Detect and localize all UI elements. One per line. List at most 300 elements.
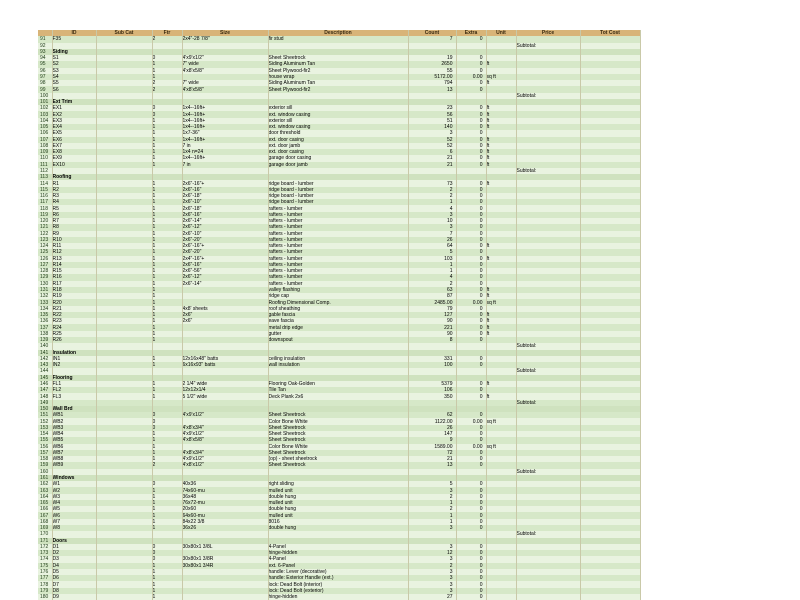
cell-ftr[interactable]: 2 [152, 80, 182, 86]
cell-ftr[interactable]: 1 [152, 205, 182, 211]
cell-size[interactable]: 2 1/4" wide [182, 381, 268, 387]
cell-count[interactable]: 2 [408, 193, 456, 199]
cell-ftr[interactable]: 1 [152, 237, 182, 243]
cell-id[interactable]: WB3 [52, 425, 96, 431]
cell-id[interactable]: R18 [52, 287, 96, 293]
cell-ftr[interactable]: 1 [152, 268, 182, 274]
cell-size[interactable]: 7 in [182, 162, 268, 168]
cell-size[interactable]: 4'x9'x1/2" [182, 456, 268, 462]
cell-rownum[interactable]: 139 [38, 337, 52, 343]
cell-id[interactable]: WB4 [52, 431, 96, 437]
cell-unit[interactable]: ft [486, 393, 516, 399]
col-header-subcat[interactable]: Sub Cat [96, 30, 152, 36]
cell-extra[interactable]: 0 [456, 494, 486, 500]
cell-rownum[interactable]: 127 [38, 262, 52, 268]
cell-extra[interactable]: 0 [456, 356, 486, 362]
cell-id[interactable]: S4 [52, 74, 96, 80]
cell-id[interactable]: W5 [52, 506, 96, 512]
cell-ftr[interactable]: 1 [152, 124, 182, 130]
cell-rownum[interactable]: 174 [38, 556, 52, 562]
cell-rownum[interactable]: 178 [38, 581, 52, 587]
cell-extra[interactable]: 0 [456, 187, 486, 193]
cell-ftr[interactable]: 1 [152, 262, 182, 268]
cell-ftr[interactable]: 0 [152, 105, 182, 111]
cell-id[interactable]: R19 [52, 293, 96, 299]
cell-rownum[interactable]: 168 [38, 519, 52, 525]
cell-rownum[interactable]: 132 [38, 293, 52, 299]
cell-size[interactable]: 2x6"-20" [182, 237, 268, 243]
cell-rownum[interactable]: 145 [38, 375, 52, 381]
cell-unit[interactable]: ft [486, 162, 516, 168]
cell-count[interactable]: 56 [408, 111, 456, 117]
cell-unit[interactable]: ft [486, 80, 516, 86]
cell-extra[interactable]: 0 [456, 55, 486, 61]
cell-unit[interactable]: ft [486, 381, 516, 387]
cell-description[interactable]: ext. door casing [268, 137, 408, 143]
cell-extra[interactable]: 0 [456, 293, 486, 299]
cell-description[interactable]: downspout [268, 337, 408, 343]
cell-description[interactable]: Sheet Sheetrock [268, 462, 408, 468]
cell-rownum[interactable]: 153 [38, 425, 52, 431]
cell-rownum[interactable]: 126 [38, 256, 52, 262]
cell-description[interactable]: rafters - lumber [268, 256, 408, 262]
cell-count[interactable]: 2 [408, 494, 456, 500]
cell-rownum[interactable]: 120 [38, 218, 52, 224]
cell-unit[interactable]: ft [486, 111, 516, 117]
cell-id[interactable]: D9 [52, 594, 96, 600]
cell-extra[interactable]: 0 [456, 462, 486, 468]
cell-id[interactable]: R5 [52, 205, 96, 211]
cell-ftr[interactable]: 1 [152, 444, 182, 450]
cell-extra[interactable]: 0 [456, 143, 486, 149]
cell-ftr[interactable]: 1 [152, 575, 182, 581]
cell-rownum[interactable]: 158 [38, 456, 52, 462]
cell-rownum[interactable]: 169 [38, 525, 52, 531]
cell-extra[interactable]: 0 [456, 387, 486, 393]
cell-size[interactable]: 2x6" [182, 312, 268, 318]
cell-rownum[interactable]: 164 [38, 494, 52, 500]
cell-count[interactable]: 6 [408, 149, 456, 155]
cell-count[interactable]: 2 [408, 506, 456, 512]
cell-count[interactable]: 7 [408, 36, 456, 42]
cell-ftr[interactable]: 1 [152, 506, 182, 512]
cell-extra[interactable]: 0 [456, 237, 486, 243]
cell-ftr[interactable]: 1 [152, 180, 182, 186]
cell-id[interactable]: S2 [52, 61, 96, 67]
cell-count[interactable]: 13 [408, 462, 456, 468]
cell-id[interactable]: FL1 [52, 381, 96, 387]
cell-count[interactable]: 5 [408, 481, 456, 487]
cell-size[interactable]: 36x48 [182, 494, 268, 500]
cell-rownum[interactable]: 151 [38, 412, 52, 418]
cell-description[interactable]: rafters - lumber [268, 205, 408, 211]
cell-count[interactable]: 21 [408, 155, 456, 161]
cell-rownum[interactable]: 138 [38, 331, 52, 337]
cell-extra[interactable]: 0 [456, 180, 486, 186]
cell-rownum[interactable]: 111 [38, 162, 52, 168]
cell-description[interactable]: eave fascia [268, 318, 408, 324]
cell-count[interactable]: 10 [408, 218, 456, 224]
cell-description[interactable]: Sheet Sheetrock [268, 437, 408, 443]
cell-extra[interactable]: 0.00 [456, 74, 486, 80]
col-header-extra[interactable]: Extra [456, 30, 486, 36]
cell-rownum[interactable]: 147 [38, 387, 52, 393]
cell-ftr[interactable]: 0 [152, 412, 182, 418]
cell-rownum[interactable]: 118 [38, 205, 52, 211]
cell-extra[interactable]: 0.00 [456, 444, 486, 450]
cell-unit[interactable]: ft [486, 243, 516, 249]
cell-description[interactable]: 8016 [268, 519, 408, 525]
cell-unit[interactable]: sq ft [486, 74, 516, 80]
cell-ftr[interactable]: 2 [152, 36, 182, 42]
cell-id[interactable]: D8 [52, 588, 96, 594]
cell-ftr[interactable]: 1 [152, 362, 182, 368]
cell-unit[interactable]: ft [486, 324, 516, 330]
cell-rownum[interactable]: 99 [38, 86, 52, 92]
cell-size[interactable]: 12x16x48" batts [182, 356, 268, 362]
cell-description[interactable]: gutter [268, 331, 408, 337]
cell-id[interactable]: WB5 [52, 437, 96, 443]
cell-id[interactable]: FL3 [52, 393, 96, 399]
cell-rownum[interactable]: 113 [38, 174, 52, 180]
cell-description[interactable]: 4-Panel [268, 556, 408, 562]
cell-id[interactable]: W2 [52, 487, 96, 493]
cell-description[interactable]: rafters - lumber [268, 281, 408, 287]
cell-size[interactable]: 2x6"-16" [182, 187, 268, 193]
cell-extra[interactable]: 0 [456, 80, 486, 86]
cell-id[interactable]: R24 [52, 324, 96, 330]
cell-count[interactable]: 794 [408, 80, 456, 86]
cell-rownum[interactable]: 148 [38, 393, 52, 399]
cell-extra[interactable]: 0 [456, 231, 486, 237]
cell-size[interactable]: 2x6"-12" [182, 224, 268, 230]
cell-count[interactable]: 21 [408, 162, 456, 168]
cell-extra[interactable]: 0 [456, 262, 486, 268]
cell-rownum[interactable]: 133 [38, 299, 52, 305]
cell-id[interactable]: W8 [52, 525, 96, 531]
cell-extra[interactable]: 0 [456, 450, 486, 456]
cell-id[interactable]: S1 [52, 55, 96, 61]
cell-size[interactable]: 84x22 3/8 [182, 519, 268, 525]
cell-unit[interactable]: ft [486, 293, 516, 299]
cell-description[interactable]: mulled unit [268, 500, 408, 506]
cell-count[interactable]: 26 [408, 425, 456, 431]
cell-ftr[interactable]: 1 [152, 594, 182, 600]
cell-rownum[interactable]: 129 [38, 274, 52, 280]
cell-extra[interactable]: 0 [456, 61, 486, 67]
cell-count[interactable]: 12 [408, 550, 456, 556]
cell-id[interactable]: W3 [52, 494, 96, 500]
cell-description[interactable]: garage door casing [268, 155, 408, 161]
cell-size[interactable]: 74x60-mu [182, 487, 268, 493]
cell-extra[interactable]: 0 [456, 306, 486, 312]
cell-description[interactable]: handle: Exterior Handle (ext.) [268, 575, 408, 581]
cell-description[interactable]: hinge-hidden [268, 594, 408, 600]
cell-description[interactable]: rafters - lumber [268, 224, 408, 230]
cell-description[interactable]: rafters - lumber [268, 237, 408, 243]
cell-ftr[interactable]: 1 [152, 256, 182, 262]
cell-rownum[interactable]: 105 [38, 124, 52, 130]
cell-description[interactable]: Siding Aluminum Tan [268, 80, 408, 86]
cell-rownum[interactable]: 154 [38, 431, 52, 437]
cell-count[interactable]: 5379 [408, 381, 456, 387]
cell-id[interactable]: IN1 [52, 356, 96, 362]
cell-rownum[interactable]: 155 [38, 437, 52, 443]
cell-description[interactable]: lock: Dead Bolt (interior) [268, 581, 408, 587]
cell-ftr[interactable]: 1 [152, 137, 182, 143]
cell-size[interactable]: 2x6"-16"+ [182, 243, 268, 249]
cell-count[interactable]: 1 [408, 519, 456, 525]
cell-rownum[interactable]: 136 [38, 318, 52, 324]
cell-rownum[interactable]: 159 [38, 462, 52, 468]
cell-id[interactable]: EX7 [52, 143, 96, 149]
cell-rownum[interactable]: 93 [38, 49, 52, 55]
cell-description[interactable]: double hung [268, 494, 408, 500]
cell-unit[interactable]: ft [486, 149, 516, 155]
cell-size[interactable]: 1x4--16ft+ [182, 155, 268, 161]
cell-id[interactable]: R14 [52, 262, 96, 268]
cell-unit[interactable]: ft [486, 143, 516, 149]
cell-description[interactable]: double hung [268, 506, 408, 512]
cell-price[interactable]: Subtotal: [516, 531, 580, 537]
cell-count[interactable]: 1 [408, 262, 456, 268]
cell-count[interactable]: 63 [408, 287, 456, 293]
cell-rownum[interactable]: 163 [38, 487, 52, 493]
cell-description[interactable]: ext. window casing [268, 124, 408, 130]
cell-description[interactable]: rafters - lumber [268, 218, 408, 224]
cell-count[interactable]: 140 [408, 124, 456, 130]
cell-ftr[interactable]: 1 [152, 118, 182, 124]
cell-id[interactable]: Siding [52, 49, 96, 55]
cell-rownum[interactable]: 103 [38, 111, 52, 117]
cell-rownum[interactable]: 101 [38, 99, 52, 105]
col-header-ftr[interactable]: Ftr [152, 30, 182, 36]
cell-id[interactable]: D3 [52, 556, 96, 562]
cell-id[interactable]: R10 [52, 237, 96, 243]
cell-rownum[interactable]: 116 [38, 193, 52, 199]
cell-size[interactable]: 4'x8'x5/8" [182, 68, 268, 74]
cell-rownum[interactable]: 131 [38, 287, 52, 293]
cell-id[interactable]: EX3 [52, 118, 96, 124]
cell-id[interactable]: EX6 [52, 137, 96, 143]
cell-extra[interactable]: 0 [456, 86, 486, 92]
cell-description[interactable]: (op) - sheet sheetrock [268, 456, 408, 462]
cell-rownum[interactable]: 156 [38, 444, 52, 450]
cell-ftr[interactable]: 2 [152, 462, 182, 468]
cell-id[interactable]: IN2 [52, 362, 96, 368]
cell-ftr[interactable]: 1 [152, 525, 182, 531]
cell-ftr[interactable]: 1 [152, 512, 182, 518]
cell-id[interactable]: S5 [52, 80, 96, 86]
cell-count[interactable]: 3 [408, 581, 456, 587]
cell-rownum[interactable]: 106 [38, 130, 52, 136]
cell-id[interactable]: R8 [52, 224, 96, 230]
cell-size[interactable]: 4'x8'x3/4" [182, 425, 268, 431]
cell-count[interactable]: 55 [408, 68, 456, 74]
cell-count[interactable]: 1 [408, 199, 456, 205]
cell-count[interactable]: 79 [408, 306, 456, 312]
cell-id[interactable]: EX2 [52, 111, 96, 117]
cell-size[interactable]: 2x6"-20" [182, 249, 268, 255]
cell-extra[interactable]: 0 [456, 575, 486, 581]
cell-unit[interactable]: ft [486, 118, 516, 124]
cell-rownum[interactable]: 102 [38, 105, 52, 111]
cell-extra[interactable]: 0 [456, 500, 486, 506]
cell-ftr[interactable]: 1 [152, 274, 182, 280]
cell-id[interactable]: R11 [52, 243, 96, 249]
cell-extra[interactable]: 0 [456, 581, 486, 587]
cell-size[interactable]: 4'x9'x1/2" [182, 412, 268, 418]
cell-count[interactable]: 23 [408, 105, 456, 111]
cell-description[interactable]: mulled unit [268, 487, 408, 493]
cell-count[interactable]: 62 [408, 412, 456, 418]
cell-ftr[interactable]: 1 [152, 318, 182, 324]
cell-extra[interactable]: 0 [456, 287, 486, 293]
cell-rownum[interactable]: 140 [38, 343, 52, 349]
cell-rownum[interactable]: 124 [38, 243, 52, 249]
cell-id[interactable]: R25 [52, 331, 96, 337]
cell-extra[interactable]: 0 [456, 393, 486, 399]
cell-price[interactable]: Subtotal: [516, 368, 580, 374]
cell-count[interactable]: 3 [408, 575, 456, 581]
cell-extra[interactable]: 0 [456, 331, 486, 337]
cell-id[interactable]: D6 [52, 575, 96, 581]
cell-extra[interactable]: 0 [456, 105, 486, 111]
cell-size[interactable]: 2x6" [182, 318, 268, 324]
cell-size[interactable]: 30x80x1 3/8R [182, 556, 268, 562]
cell-size[interactable]: 4'x9'x1/2" [182, 431, 268, 437]
cell-count[interactable]: 2 [408, 563, 456, 569]
cell-description[interactable]: Color Bone White [268, 444, 408, 450]
col-header-size[interactable]: Size [182, 30, 268, 36]
cell-count[interactable]: 3 [408, 569, 456, 575]
cell-extra[interactable]: 0 [456, 563, 486, 569]
cell-size[interactable]: 6x16x93" batts [182, 362, 268, 368]
cell-rownum[interactable]: 143 [38, 362, 52, 368]
cell-count[interactable]: 350 [408, 393, 456, 399]
cell-count[interactable]: 2 [408, 281, 456, 287]
cell-description[interactable]: right sliding [268, 481, 408, 487]
cell-rownum[interactable]: 104 [38, 118, 52, 124]
cell-rownum[interactable]: 91 [38, 36, 52, 42]
cell-size[interactable]: 2x6"-10" [182, 231, 268, 237]
cell-count[interactable]: 90 [408, 318, 456, 324]
cell-ftr[interactable]: 1 [152, 563, 182, 569]
cell-id[interactable]: S6 [52, 86, 96, 92]
cell-ftr[interactable]: 1 [152, 162, 182, 168]
cell-ftr[interactable]: 1 [152, 193, 182, 199]
cell-id[interactable]: R26 [52, 337, 96, 343]
cell-extra[interactable]: 0 [456, 544, 486, 550]
cell-count[interactable]: 2485.00 [408, 299, 456, 305]
cell-description[interactable]: Sheet Plywood-fir2 [268, 86, 408, 92]
cell-size[interactable]: 1x4--16ft+ [182, 105, 268, 111]
cell-description[interactable]: Sheet Sheetrock [268, 412, 408, 418]
cell-extra[interactable]: 0 [456, 588, 486, 594]
cell-extra[interactable]: 0 [456, 274, 486, 280]
cell-ftr[interactable]: 1 [152, 143, 182, 149]
cell-description[interactable]: ext. window casing [268, 111, 408, 117]
cell-id[interactable]: EX4 [52, 124, 96, 130]
cell-price[interactable]: Subtotal: [516, 343, 580, 349]
cell-description[interactable]: Sheet Sheetrock [268, 450, 408, 456]
cell-id[interactable]: W7 [52, 519, 96, 525]
cell-extra[interactable]: 0 [456, 111, 486, 117]
cell-description[interactable]: ext. door casing [268, 149, 408, 155]
cell-rownum[interactable]: 121 [38, 224, 52, 230]
cell-ftr[interactable]: 1 [152, 588, 182, 594]
cell-count[interactable]: 100 [408, 362, 456, 368]
cell-extra[interactable]: 0 [456, 512, 486, 518]
cell-description[interactable]: ridge board - lumber [268, 180, 408, 186]
cell-id[interactable]: W6 [52, 512, 96, 518]
cell-extra[interactable]: 0 [456, 118, 486, 124]
cell-ftr[interactable]: 0 [152, 55, 182, 61]
col-header-price[interactable]: Price [516, 30, 580, 36]
cell-extra[interactable]: 0 [456, 155, 486, 161]
cell-size[interactable]: 1x4--16ft+ [182, 137, 268, 143]
cell-price[interactable]: Subtotal: [516, 400, 580, 406]
cell-rownum[interactable]: 130 [38, 281, 52, 287]
cell-id[interactable]: R9 [52, 231, 96, 237]
cell-ftr[interactable]: 1 [152, 324, 182, 330]
cell-size[interactable]: 2x6"-18" [182, 193, 268, 199]
cell-ftr[interactable]: 1 [152, 306, 182, 312]
cell-id[interactable]: WB6 [52, 444, 96, 450]
cell-unit[interactable]: ft [486, 124, 516, 130]
cell-ftr[interactable]: 1 [152, 155, 182, 161]
cell-rownum[interactable]: 125 [38, 249, 52, 255]
cell-id[interactable]: F35 [52, 36, 96, 42]
cell-size[interactable]: 1x4 n=24 [182, 149, 268, 155]
cell-description[interactable]: Siding Aluminum Tan [268, 61, 408, 67]
cell-rownum[interactable]: 128 [38, 268, 52, 274]
cell-extra[interactable]: 0 [456, 556, 486, 562]
cell-size[interactable]: 7" wide [182, 61, 268, 67]
cell-extra[interactable]: 0 [456, 431, 486, 437]
cell-rownum[interactable]: 92 [38, 43, 52, 49]
cell-description[interactable]: gable fascia [268, 312, 408, 318]
cell-extra[interactable]: 0 [456, 594, 486, 600]
cell-id[interactable]: WB2 [52, 418, 96, 424]
cell-size[interactable]: 2x6"-56" [182, 268, 268, 274]
cell-rownum[interactable]: 100 [38, 93, 52, 99]
cell-id[interactable]: WB1 [52, 412, 96, 418]
cell-size[interactable]: 4'x8'x5/8" [182, 86, 268, 92]
cell-ftr[interactable]: 0 [152, 425, 182, 431]
cell-count[interactable]: 3 [408, 212, 456, 218]
cell-ftr[interactable]: 1 [152, 224, 182, 230]
cell-description[interactable]: rafters - lumber [268, 243, 408, 249]
cell-rownum[interactable]: 110 [38, 155, 52, 161]
cell-rownum[interactable]: 157 [38, 450, 52, 456]
cell-rownum[interactable]: 123 [38, 237, 52, 243]
cell-extra[interactable]: 0 [456, 205, 486, 211]
cell-ftr[interactable]: 1 [152, 293, 182, 299]
cell-rownum[interactable]: 98 [38, 80, 52, 86]
cell-rownum[interactable]: 176 [38, 569, 52, 575]
cell-rownum[interactable]: 150 [38, 406, 52, 412]
cell-count[interactable]: 2 [408, 187, 456, 193]
cell-ftr[interactable]: 0 [152, 111, 182, 117]
cell-count[interactable]: 9 [408, 437, 456, 443]
cell-id[interactable]: Roofing [52, 174, 96, 180]
cell-ftr[interactable]: 1 [152, 387, 182, 393]
cell-unit[interactable]: ft [486, 105, 516, 111]
cell-size[interactable]: 64x60-mu [182, 512, 268, 518]
cell-size[interactable]: 1x4--16ft+ [182, 111, 268, 117]
cell-id[interactable]: W1 [52, 481, 96, 487]
